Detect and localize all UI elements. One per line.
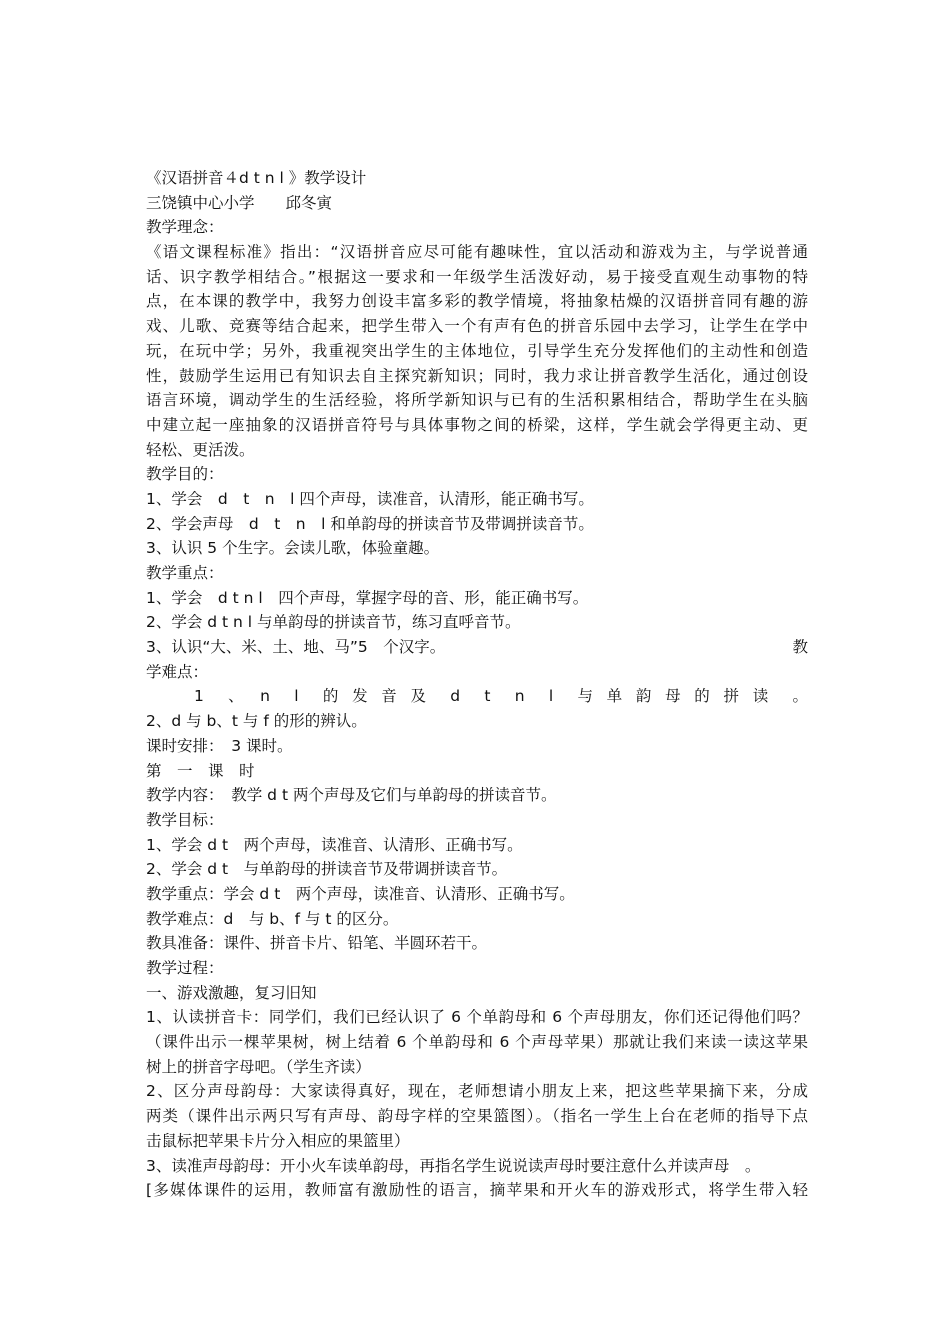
paragraph-line: 轻松、更活泼。 bbox=[146, 440, 255, 459]
paragraph-line: 话、识字教学相结合。”根据这一要求和一年级学生活泼好动，易于接受直观生动事物的特 bbox=[146, 267, 808, 286]
list-item-text: 3、认识“大、米、土、地、马”5 个汉字。 bbox=[146, 638, 446, 657]
section-heading: 学难点： bbox=[146, 662, 209, 681]
paragraph-line: 中建立起一座抽象的汉语拼音符号与具体事物之间的桥梁，这样，学生就会学得更主动、更 bbox=[146, 415, 808, 434]
paragraph-line: 树上的拼音字母吧。（学生齐读） bbox=[146, 1057, 371, 1076]
content-line: 教具准备：课件、拼音卡片、铅笔、半圆环若干。 bbox=[146, 934, 488, 953]
document-title: 《汉语拼音４d t n l 》教学设计 bbox=[146, 169, 367, 187]
section-heading: 教学目标： bbox=[146, 810, 224, 829]
paragraph-line: 1、认读拼音卡：同学们，我们已经认识了 6 个单韵母和 6 个声母朋友，你们还记得他们吗？ bbox=[146, 1008, 808, 1027]
list-item: 2、学会声母 d t n l 和单韵母的拼读音节及带调拼读音节。 bbox=[146, 514, 594, 533]
document-page bbox=[146, 166, 808, 1203]
section-heading: 教学过程： bbox=[146, 959, 224, 977]
paragraph-line: 击鼠标把苹果卡片分入相应的果篮里） bbox=[146, 1131, 410, 1150]
wrapped-heading-start: 教 bbox=[792, 638, 808, 657]
list-item: 1、学会 d t 两个声母，读准音、认清形、正确书写。 bbox=[146, 835, 523, 854]
lesson-heading: 第 一 课 时 bbox=[146, 761, 255, 780]
section-heading: 教学目的： bbox=[146, 465, 224, 484]
content-line: 教学难点：d 与 b、f 与 t 的区分。 bbox=[146, 909, 399, 928]
list-item: 2、学会 d t 与单韵母的拼读音节及带调拼读音节。 bbox=[146, 860, 508, 879]
paragraph-line: （课件出示一棵苹果树，树上结着 6 个单韵母和 6 个声母苹果）那就让我们来读一读这苹果 bbox=[146, 1033, 808, 1052]
list-item bbox=[146, 635, 808, 660]
paragraph-line: 《语文课程标准》指出：“汉语拼音应尽可能有趣味性，宜以活动和游戏为主，与学说普通 bbox=[146, 243, 808, 262]
list-item: 1、学会 d t n l 四个声母，读准音，认清形，能正确书写。 bbox=[146, 489, 594, 508]
paragraph-line: [多媒体课件的运用，教师富有激励性的语言，摘苹果和开火车的游戏形式，将学生带入轻 bbox=[146, 1181, 808, 1200]
paragraph-line: 两类（课件出示两只写有声母、韵母字样的空果篮图）。（指名一学生上台在老师的指导下点 bbox=[146, 1107, 808, 1126]
list-item: 2、学会 d t n l 与单韵母的拼读音节，练习直呼音节。 bbox=[146, 613, 521, 632]
content-line: 教学重点：学会 d t 两个声母，读准音、认清形、正确书写。 bbox=[146, 884, 575, 903]
list-item: 1 、 n l 的 发 音 及 d t n l 与 单 韵 母 的 拼 读 。 bbox=[194, 687, 808, 706]
paragraph-line: 性，鼓励学生运用已有知识去自主探究新知识；同时，我力求让拼音教学生活化，通过创设 bbox=[146, 366, 808, 385]
section-heading: 教学理念： bbox=[146, 218, 224, 237]
list-item: 1、学会 d t n l 四个声母，掌握字母的音、形，能正确书写。 bbox=[146, 588, 589, 607]
section-heading: 教学重点： bbox=[146, 564, 224, 582]
paragraph-line: 语言环境，调动学生的生活经验，将所学新知识与已有的生活积累相结合，帮助学生在头脑 bbox=[146, 391, 808, 410]
paragraph-line: 点，在本课的教学中，我努力创设丰富多彩的教学情境，将抽象枯燥的汉语拼音同有趣的游 bbox=[146, 292, 808, 311]
paragraph-line: 戏、儿歌、竞赛等结合起来，把学生带入一个有声有色的拼音乐园中去学习，让学生在学中 bbox=[146, 317, 808, 336]
paragraph-line: 玩，在玩中学；另外，我重视突出学生的主体地位，引导学生充分发挥他们的主动性和创造 bbox=[146, 341, 808, 360]
content-line: 教学内容： 教学 d t 两个声母及它们与单韵母的拼读音节。 bbox=[146, 786, 557, 805]
schedule-line: 课时安排： 3 课时。 bbox=[146, 736, 293, 755]
paragraph-line: 2、区分声母韵母：大家读得真好，现在，老师想请小朋友上来，把这些苹果摘下来，分成 bbox=[146, 1082, 808, 1101]
list-item: 3、认识 5 个生字。会读儿歌，体验童趣。 bbox=[146, 539, 440, 558]
paragraph-line: 3、读准声母韵母：开小火车读单韵母，再指名学生说说读声母时要注意什么并读声母 。 bbox=[146, 1156, 761, 1175]
subsection-heading: 一、游戏激趣，复习旧知 bbox=[146, 983, 317, 1002]
author-line: 三饶镇中心小学 邱冬寅 bbox=[146, 193, 333, 212]
list-item: 2、d 与 b、t 与 f 的形的辨认。 bbox=[146, 712, 367, 731]
